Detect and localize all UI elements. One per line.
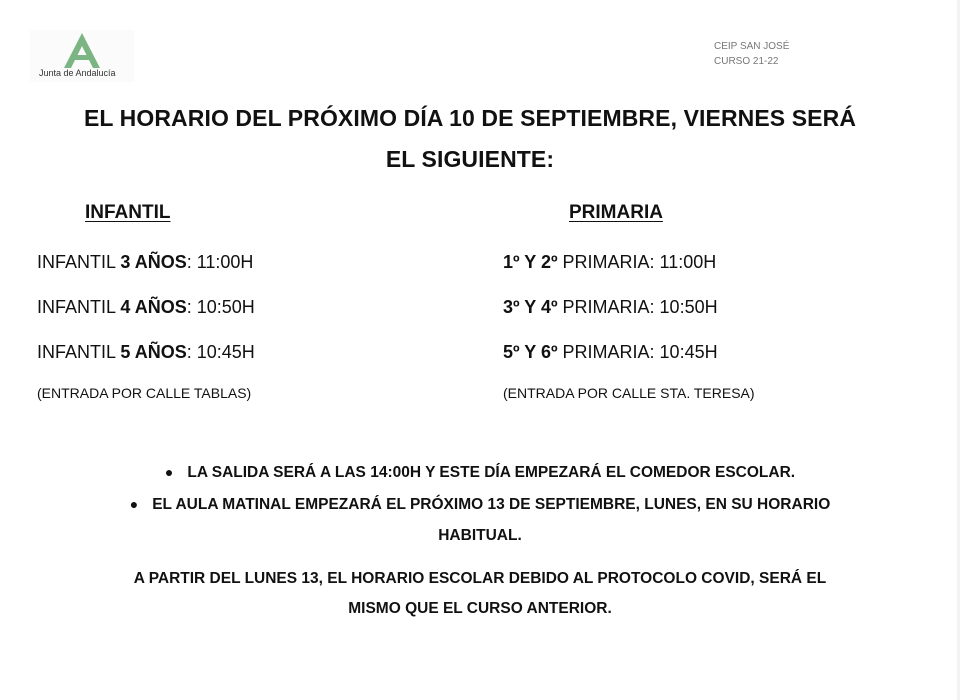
infantil-row [37,342,255,363]
row-time: PRIMARIA: 10:45H [557,342,718,362]
row-time: : 10:50H [186,297,255,317]
bullet-continuation: HABITUAL. [438,527,522,544]
bullet-text: LA SALIDA SERÁ A LAS 14:00H Y ESTE DÍA EMPEZARÁ EL COMEDOR ESCOLAR. [187,464,796,481]
row-time: PRIMARIA: 11:00H [557,252,717,272]
closing-line-2: MISMO QUE EL CURSO ANTERIOR. [348,600,612,617]
title-line-1: EL HORARIO DEL PRÓXIMO DÍA 10 DE SEPTIEMBRE, VIERNES SERÁ [83,105,857,131]
infantil-row [37,297,255,318]
primaria-entrance: (ENTRADA POR CALLE STA. TERESA) [503,385,755,401]
school-info [714,39,789,69]
row-prefix: INFANTIL [37,342,121,362]
row-time: : 11:00H [186,252,254,272]
logo-text: Junta de Andalucía [39,68,116,78]
junta-andalucia-logo [30,30,134,82]
row-time: : 10:45H [186,342,255,362]
infantil-row [37,252,253,273]
row-group: 3º Y 4º [503,297,558,317]
bullet-item [20,496,940,514]
primaria-row [503,297,718,318]
row-prefix: INFANTIL [37,252,121,272]
row-prefix: INFANTIL [37,297,121,317]
primaria-row [503,252,716,273]
row-group: 4 AÑOS [120,297,187,317]
infantil-heading: INFANTIL [85,202,171,223]
bullet-item [20,464,940,482]
row-group: 3 AÑOS [120,252,187,272]
junta-andalucia-emblem-icon [60,31,104,69]
row-group: 5 AÑOS [120,342,187,362]
row-group: 5º Y 6º [503,342,558,362]
bullet-text: EL AULA MATINAL EMPEZARÁ EL PRÓXIMO 13 DE SEPTIEMBRE, LUNES, EN SU HORARIO [152,496,831,513]
row-time: PRIMARIA: 10:50H [557,297,718,317]
bullet-dot-icon: ● [164,464,174,480]
school-name: CEIP SAN JOSÉ [714,41,790,52]
course-label: CURSO 21-22 [714,56,779,67]
primaria-row [503,342,718,363]
primaria-heading: PRIMARIA [569,202,663,223]
row-group: 1º Y 2º [503,252,558,272]
infantil-entrance: (ENTRADA POR CALLE TABLAS) [37,385,252,401]
closing-line-1: A PARTIR DEL LUNES 13, EL HORARIO ESCOLAR DEBIDO AL PROTOCOLO COVID, SERÁ EL [133,570,827,587]
bullet-dot-icon: ● [129,496,139,512]
title-line-2: EL SIGUIENTE: [385,146,555,172]
